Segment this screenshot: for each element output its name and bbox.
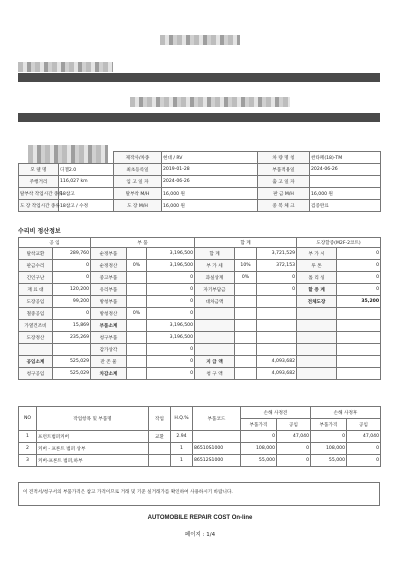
summary-cell: 가열건조비 <box>19 320 53 332</box>
out-date-label: 출 고 일 자 <box>258 176 310 188</box>
table-cell: 0 <box>347 443 381 455</box>
table-cell: 55,000 <box>241 455 277 467</box>
summary-cell <box>297 320 337 332</box>
summary-cell: 순정정산 <box>91 260 127 272</box>
make-value: 현대 / RV <box>162 152 258 164</box>
summary-cell <box>53 344 91 356</box>
summary-cell <box>257 320 297 332</box>
summary-cell <box>235 332 257 344</box>
summary-cell: 0 <box>53 272 91 284</box>
table-cell: 47,040 <box>277 431 311 443</box>
damage-header: 손해 사정견 <box>241 407 311 419</box>
summary-cell: 0 <box>337 260 381 272</box>
summary-cell: 0 <box>53 308 91 320</box>
reg-label: 최초등록일 <box>114 164 162 176</box>
summary-row <box>19 284 381 296</box>
insured-header: 손해 사정후 <box>311 407 381 419</box>
insured-price-header: 부품가격 <box>311 419 347 431</box>
summary-cell <box>19 344 53 356</box>
table-cell: 0 <box>311 431 347 443</box>
summary-cell <box>297 332 337 344</box>
summary-cell: 120,200 <box>53 284 91 296</box>
summary-cell: 대차금액 <box>195 296 235 308</box>
table-cell: 커버-프론트 범퍼,하부 <box>37 455 149 467</box>
summary-row <box>19 248 381 260</box>
summary-cell: 잔 존 물 <box>91 356 127 368</box>
note-text: 이 견적서/청구서의 부품가격은 참고 가격이므로 거래 및 기준 실거래가를 확인하여 사용하시기 바랍니다. <box>23 490 233 495</box>
paint-mh-value: 16,000 원 <box>162 200 258 212</box>
summary-cell <box>337 344 381 356</box>
summary-cell <box>337 368 381 380</box>
work-header: 작업 <box>149 407 171 431</box>
hq-header: H.Q.% <box>171 407 193 431</box>
summary-cell: 중고부품 <box>91 272 127 284</box>
paint-header: 도장할증(M2F-2코트) <box>297 238 381 248</box>
summary-cell: 공임소계 <box>19 356 53 368</box>
summary-cell: 탈착교환 <box>19 248 53 260</box>
summary-cell <box>195 308 235 320</box>
in-date-label: 입 고 일 자 <box>114 176 162 188</box>
header-bar <box>18 73 380 82</box>
part-code-header: 부품코드 <box>193 407 241 431</box>
table-cell: 1 <box>19 431 37 443</box>
summary-row <box>19 344 381 356</box>
table-cell <box>149 455 171 467</box>
summary-cell: 10% <box>235 260 257 272</box>
redacted-title <box>160 35 240 45</box>
mileage-label: 주행거리 <box>19 176 59 188</box>
table-cell: 86512S1000 <box>193 455 241 467</box>
redacted-company <box>130 97 290 107</box>
summary-cell: 부 가 시 <box>297 248 337 260</box>
table-cell: 55,000 <box>311 455 347 467</box>
summary-cell: 3,196,500 <box>147 320 195 332</box>
summary-cell: 289,760 <box>53 248 91 260</box>
summary-cell: 0 <box>337 248 381 260</box>
damage-price-header: 부품가격 <box>241 419 277 431</box>
summary-table <box>18 237 380 380</box>
summary-cell: 0% <box>127 260 147 272</box>
summary-cell <box>337 308 381 320</box>
summary-cell: 0 <box>147 356 195 368</box>
summary-cell: 자기부담금 <box>195 284 235 296</box>
summary-cell: 0 <box>147 344 195 356</box>
summary-cell: 0 <box>337 284 381 296</box>
summary-cell <box>235 296 257 308</box>
summary-cell <box>257 296 297 308</box>
summary-cell <box>257 344 297 356</box>
summary-cell: 철중공임 <box>19 308 53 320</box>
summary-cell: 감가상각 <box>91 344 127 356</box>
table-cell <box>193 431 241 443</box>
detach-mh-value: 16,000 원 <box>162 188 258 200</box>
summary-cell: 35,200 <box>337 296 381 308</box>
summary-row <box>19 320 381 332</box>
summary-cell <box>127 296 147 308</box>
summary-cell <box>235 320 257 332</box>
damage-labor-header: 공임 <box>277 419 311 431</box>
summary-cell: 3,196,500 <box>147 332 195 344</box>
summary-cell: 0 <box>337 272 381 284</box>
summary-cell: 과실상계 <box>195 272 235 284</box>
summary-cell: 투 톤 <box>297 260 337 272</box>
summary-cell <box>195 344 235 356</box>
table-cell: 2 <box>19 443 37 455</box>
part-date-value: 2024-06-26 <box>310 164 381 176</box>
summary-cell: 톨 리 싱 <box>297 272 337 284</box>
dup-check-label: 중 복 체 크 <box>258 200 310 212</box>
item-name-header: 작업항목 및 부품명 <box>37 407 149 431</box>
table-cell: 커버 - 프론트 범퍼 상부 <box>37 443 149 455</box>
summary-cell: 3,196,500 <box>147 260 195 272</box>
summary-cell <box>297 356 337 368</box>
summary-cell <box>235 368 257 380</box>
summary-cell: 방청정산 <box>91 308 127 320</box>
summary-cell: 0 <box>257 272 297 284</box>
summary-cell <box>235 284 257 296</box>
summary-cell <box>297 368 337 380</box>
summary-cell: 할 증 계 <box>297 284 337 296</box>
summary-cell: 청 구 액 <box>195 368 235 380</box>
detach-type-label: 탈부착 작업시간 종류 <box>19 188 59 200</box>
summary-row <box>19 308 381 320</box>
summary-cell: 긴인구난 <box>19 272 53 284</box>
summary-cell: 0% <box>235 272 257 284</box>
summary-cell: 부품소계 <box>91 320 127 332</box>
summary-cell: 15,869 <box>53 320 91 332</box>
summary-cell: 지 급 액 <box>195 356 235 368</box>
summary-cell <box>235 248 257 260</box>
summary-cell <box>297 344 337 356</box>
summary-cell <box>195 320 235 332</box>
summary-cell: 0 <box>257 284 297 296</box>
table-row <box>19 431 381 443</box>
summary-cell: 판금수리 <box>19 260 53 272</box>
make-label: 제작사/차종 <box>114 152 162 164</box>
summary-cell <box>337 356 381 368</box>
summary-cell: 4,093,682 <box>257 356 297 368</box>
table-cell: 교환 <box>149 431 171 443</box>
summary-cell: 차감소계 <box>91 368 127 380</box>
mileage-value: 116,027 km <box>59 176 114 188</box>
summary-cell: 525,029 <box>53 356 91 368</box>
summary-cell: 4,093,682 <box>257 368 297 380</box>
summary-cell: 도장공임 <box>19 296 53 308</box>
summary-cell: 청구부품 <box>91 332 127 344</box>
summary-cell <box>127 320 147 332</box>
summary-cell <box>337 332 381 344</box>
summary-cell: 0 <box>147 368 195 380</box>
items-table <box>18 406 380 467</box>
car-name-label: 차 량 명 칭 <box>258 152 310 164</box>
table-cell: 1 <box>171 443 193 455</box>
summary-cell: 전체도장 <box>297 296 337 308</box>
summary-cell <box>337 320 381 332</box>
summary-cell: 0% <box>127 308 147 320</box>
table-cell: 108,000 <box>311 443 347 455</box>
page-number: 페이지 : 1/4 <box>184 532 216 538</box>
car-name-value: 싼타페(18)-TM <box>310 152 381 164</box>
summary-cell <box>127 284 147 296</box>
paint-type-value: 18참고 / 수정 <box>59 200 114 212</box>
note-box <box>18 482 380 506</box>
summary-cell: 3,721,529 <box>257 248 297 260</box>
summary-title: 수리비 정산정보 <box>18 228 61 235</box>
table-cell: 2.94 <box>171 431 193 443</box>
table-cell: 0 <box>347 455 381 467</box>
summary-cell: 0 <box>147 272 195 284</box>
summary-cell: 도장정산 <box>19 332 53 344</box>
footer-title: AUTOMOBILE REPAIR COST On-line <box>147 515 253 521</box>
reg-value: 2019-01-28 <box>162 164 258 176</box>
table-row <box>19 443 381 455</box>
total-header: 합 계 <box>195 238 297 248</box>
summary-cell: 부 가 세 <box>195 260 235 272</box>
no-header: NO <box>19 407 37 431</box>
summary-cell: 0 <box>147 296 195 308</box>
summary-cell: 청구공임 <box>19 368 53 380</box>
summary-cell <box>235 344 257 356</box>
redacted-subtitle <box>18 62 113 72</box>
vehicle-info-table <box>18 151 380 212</box>
redacted-customer <box>28 145 108 163</box>
labor-header: 공 임 <box>19 238 91 248</box>
summary-cell <box>127 344 147 356</box>
summary-cell <box>235 308 257 320</box>
header-bar-2 <box>18 113 380 122</box>
summary-cell <box>127 368 147 380</box>
table-cell: 47,040 <box>347 431 381 443</box>
summary-cell: 0 <box>147 308 195 320</box>
insured-labor-header: 공임 <box>347 419 381 431</box>
dup-check-value: 검증완료 <box>310 200 381 212</box>
part-date-label: 부품적용일 <box>258 164 310 176</box>
summary-cell: 재 료 대 <box>19 284 53 296</box>
table-cell: 0 <box>277 455 311 467</box>
summary-cell: 99,200 <box>53 296 91 308</box>
summary-cell <box>127 248 147 260</box>
summary-row <box>19 356 381 368</box>
table-cell: 프런트범퍼커버 <box>37 431 149 443</box>
parts-header: 부 품 <box>91 238 195 248</box>
summary-row <box>19 296 381 308</box>
summary-cell: 0 <box>53 260 91 272</box>
paint-type-label: 도 장 작업시간 종류 <box>19 200 59 212</box>
paint-mh-label: 도 장 M/H <box>114 200 162 212</box>
sheet-mh-label: 판 금 M/H <box>258 188 310 200</box>
table-cell: 0 <box>241 431 277 443</box>
summary-row <box>19 272 381 284</box>
table-cell: 1 <box>171 455 193 467</box>
table-cell: 108,000 <box>241 443 277 455</box>
summary-cell <box>297 308 337 320</box>
summary-cell: 합 계 <box>195 248 235 260</box>
summary-cell: 3,196,500 <box>147 248 195 260</box>
summary-cell <box>127 356 147 368</box>
summary-cell: 유리부품 <box>91 284 127 296</box>
summary-cell: 525,029 <box>53 368 91 380</box>
table-cell: 86510S1000 <box>193 443 241 455</box>
model-value: 디젤2.0 <box>59 164 114 176</box>
summary-row <box>19 260 381 272</box>
summary-cell <box>235 356 257 368</box>
summary-cell: 235,269 <box>53 332 91 344</box>
summary-cell: 순정부품 <box>91 248 127 260</box>
out-date-value <box>310 176 381 188</box>
summary-cell <box>127 272 147 284</box>
summary-cell: 372,153 <box>257 260 297 272</box>
summary-cell: 방청부품 <box>91 296 127 308</box>
summary-row <box>19 332 381 344</box>
summary-cell <box>257 332 297 344</box>
summary-row <box>19 368 381 380</box>
summary-cell: 0 <box>147 284 195 296</box>
model-label: 모 델 명 <box>19 164 59 176</box>
table-cell: 3 <box>19 455 37 467</box>
detach-mh-label: 탈부착 M/H <box>114 188 162 200</box>
sheet-mh-value: 16,000 원 <box>310 188 381 200</box>
summary-cell <box>127 332 147 344</box>
in-date-value: 2024-06-26 <box>162 176 258 188</box>
table-cell <box>149 443 171 455</box>
detach-type-value: 18참고 <box>59 188 114 200</box>
summary-cell <box>195 332 235 344</box>
table-cell: 0 <box>277 443 311 455</box>
table-row <box>19 455 381 467</box>
summary-cell <box>257 308 297 320</box>
